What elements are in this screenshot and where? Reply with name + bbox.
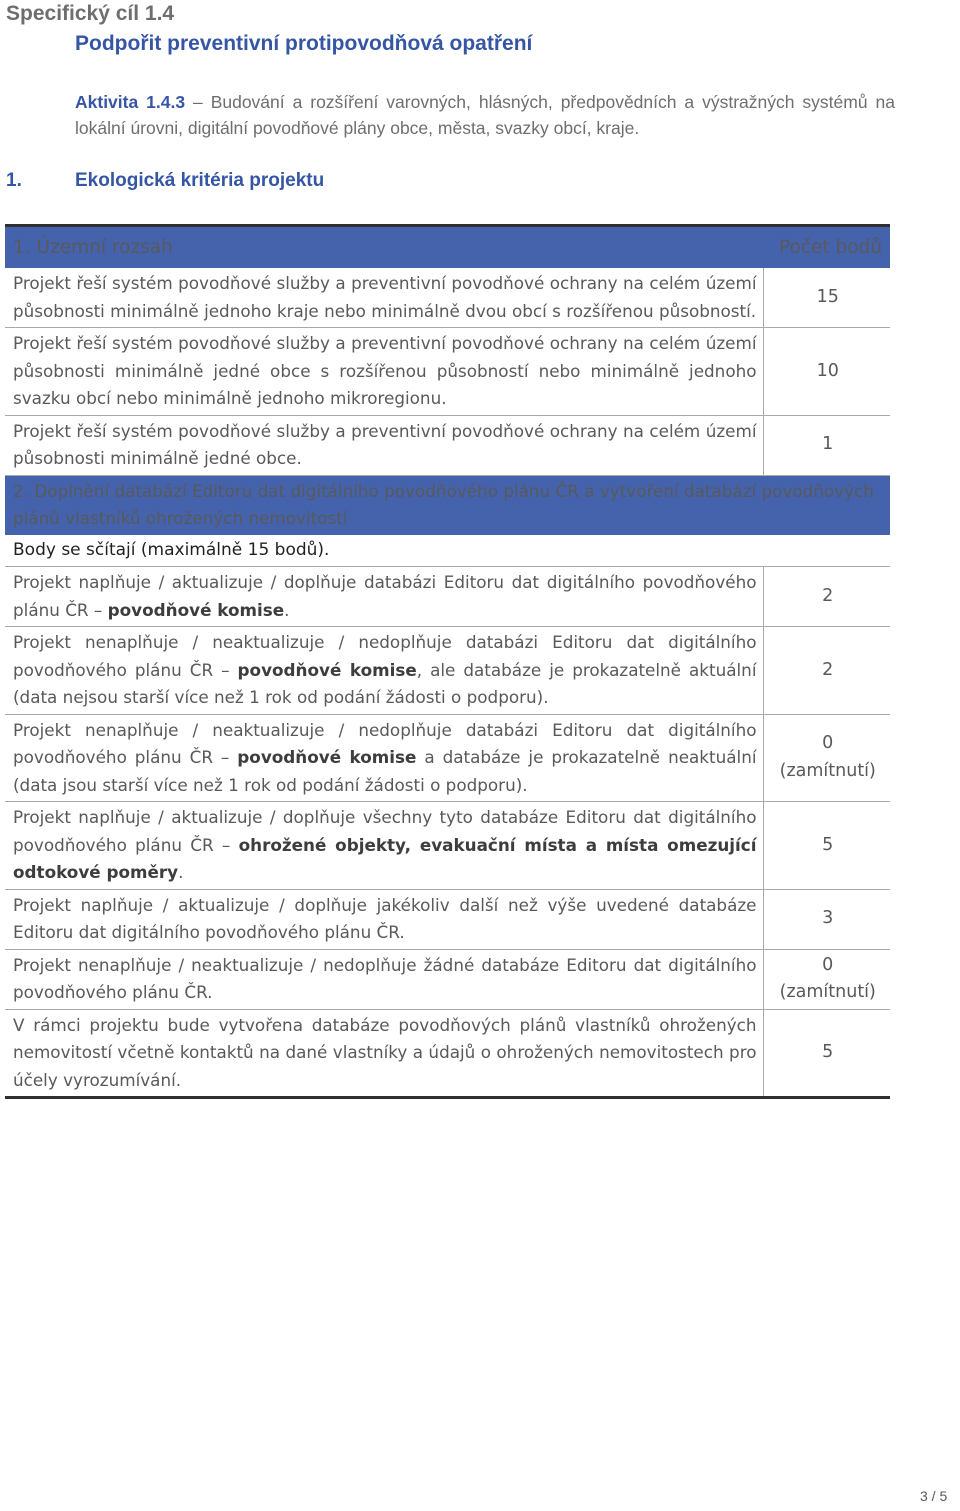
criterion-text: Projekt naplňuje / aktualizuje / doplňuje všechny tyto databáze Editoru dat digitálního povodňového plánu ČR – ohrožené objekty, evakuační místa a místa omezující odtokové poměry. [5,802,763,890]
criterion-points: 0 (zamítnutí) [763,714,890,802]
sum-note: Body se sčítají (maximálně 15 bodů). [5,535,890,567]
table-row [5,889,890,949]
table-row [5,268,890,328]
table-row [5,949,890,1009]
sum-note-row [5,535,890,567]
criterion-points: 0 (zamítnutí) [763,949,890,1009]
criteria-title: Ekologická kritéria projektu [75,170,325,191]
criterion-text: Projekt naplňuje / aktualizuje / doplňuje jakékoliv další než výše uvedené databáze Editoru dat digitálního povodňového plánu ČR. [5,889,763,949]
criterion-points: 2 [763,627,890,715]
section1-title: 1. Územní rozsah [5,226,763,269]
criterion-points: 2 [763,567,890,627]
criterion-points: 1 [763,415,890,475]
goal-title: Podpořit preventivní protipovodňová opatření [75,32,533,55]
rejection-note: (zamítnutí) [779,760,876,781]
criterion-points: 15 [763,268,890,328]
criterion-text: Projekt řeší systém povodňové služby a preventivní povodňové ochrany na celém území působnosti minimálně jedné obce. [5,415,763,475]
activity-label: Aktivita 1.4.3 [75,92,186,112]
criterion-points: 5 [763,802,890,890]
table-row [5,567,890,627]
activity-description [75,89,895,141]
criterion-text: Projekt řeší systém povodňové služby a preventivní povodňové ochrany na celém území působnosti minimálně jednoho kraje nebo minimálně dvou obcí s rozšířenou působností. [5,268,763,328]
criterion-text: Projekt nenaplňuje / neaktualizuje / nedoplňuje žádné databáze Editoru dat digitálního povodňového plánu ČR. [5,949,763,1009]
table-row [5,415,890,475]
section2-title: 2. Doplnění databází Editoru dat digitálního povodňového plánu ČR a vytvoření databází povodňových plánů vlastníků ohrožených nemovitostí [5,475,890,535]
table-row [5,627,890,715]
criterion-points: 3 [763,889,890,949]
table-row [5,1009,890,1098]
page-number: 3 / 5 [920,1488,948,1504]
criterion-points: 10 [763,328,890,416]
criterion-points: 5 [763,1009,890,1098]
criteria-table [5,224,890,1099]
specific-goal-label: Specifický cíl 1.4 [6,2,175,25]
section2-header-row [5,475,890,535]
section1-header-row [5,226,890,269]
table-row [5,328,890,416]
criterion-text: Projekt nenaplňuje / neaktualizuje / nedoplňuje databázi Editoru dat digitálního povodňového plánu ČR – povodňové komise, ale databáze je prokazatelně aktuální (data nejsou starší více než 1 rok od podání žádosti o podporu). [5,627,763,715]
points-header: Počet bodů [763,226,890,269]
criterion-text: Projekt nenaplňuje / neaktualizuje / nedoplňuje databázi Editoru dat digitálního povodňového plánu ČR – povodňové komise a databáze je prokazatelně neaktuální (data jsou starší více než 1 rok od podání žádosti o podporu). [5,714,763,802]
activity-text: – Budování a rozšíření varovných, hlásných, předpovědních a výstražných systémů na lokální úrovni, digitální povodňové plány obce, města, svazky obcí, kraje. [75,92,895,138]
criteria-heading [6,170,324,192]
table-row [5,802,890,890]
criterion-text: Projekt řeší systém povodňové služby a preventivní povodňové ochrany na celém území působnosti minimálně jedné obce s rozšířenou působností nebo minimálně jednoho svazku obcí nebo minimálně jednoho mikroregionu. [5,328,763,416]
criterion-text: Projekt naplňuje / aktualizuje / doplňuje databázi Editoru dat digitálního povodňového plánu ČR – povodňové komise. [5,567,763,627]
rejection-note: (zamítnutí) [779,982,876,1002]
criterion-text: V rámci projektu bude vytvořena databáze povodňových plánů vlastníků ohrožených nemovitostí včetně kontaktů na dané vlastníky a údajů o ohrožených nemovitostech pro účely vyrozumívání. [5,1009,763,1098]
table-row [5,714,890,802]
criteria-number: 1. [6,170,22,191]
